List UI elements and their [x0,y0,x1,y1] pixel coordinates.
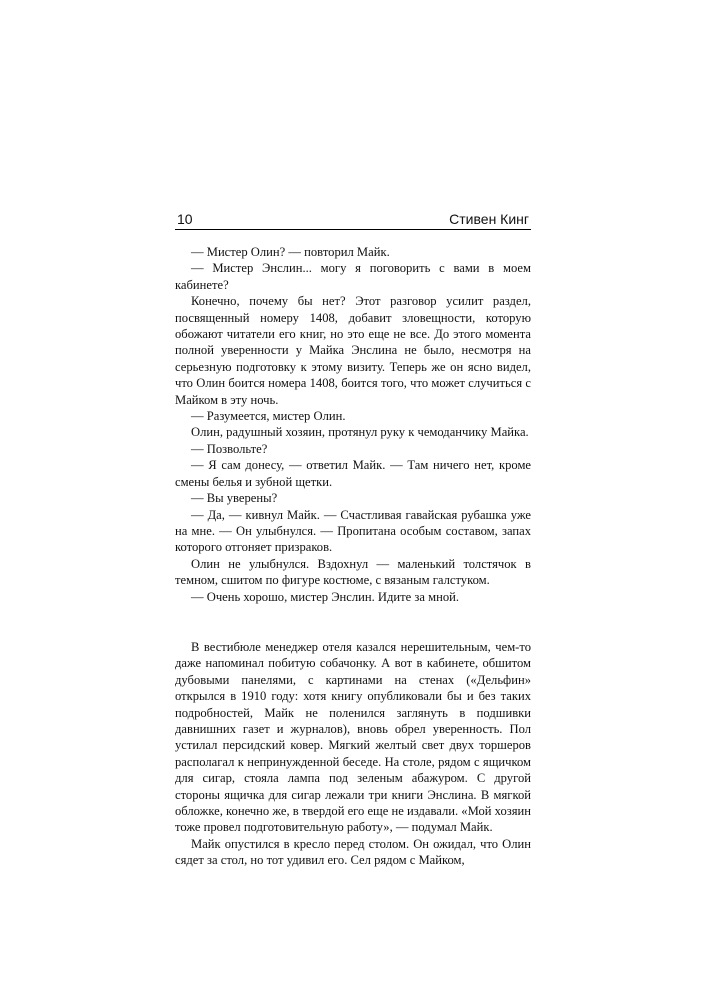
paragraph: Олин, радушный хозяин, протянул руку к чемоданчику Майка. [191,425,529,440]
paragraph: — Разумеется, мистер Олин. [191,409,346,424]
paragraph: В вестибюле менеджер отеля казался нерешительным, чем-то даже напоминал побитую собачонку. А вот в кабинете, обшитом дубовыми панелями, с картинами на стенах («Дельфин» открылся в 1910 году: хотя книгу опубликовали бы и без таких подробностей, Майк не поленился заглянуть в подшивки давнишних газет и журналов), вновь обрел уверенность. Пол устилал персидский ковер. Мягкий желтый свет двух торшеров располагал к непринужденной беседе. На столе, рядом с ящичком для сигар, стояла лампа под зеленым абажуром. С другой стороны ящичка для сигар лежали три книги Энслина. В мягкой обложке, конечно же, в твердой его еще не издавали. «Мой хозяин тоже провел подготовительную работу», — подумал Майк. [175,639,531,835]
running-header [175,207,531,230]
running-header-author: Стивен Кинг [449,211,529,227]
paragraph: Конечно, почему бы нет? Этот разговор усилит раздел, посвященный номеру 1408, добавит зловещности, которую обожают читатели его книг, но это еще не все. До этого момента полной уверенности у Майка Энслина не было, несмотря на серьезную подготовку к этому визиту. Теперь же он ясно видел, что Олин боится номера 1408, боится того, что может случиться с Майком в эту ночь. [175,294,531,407]
paragraph: — Вы уверены? [191,491,278,506]
paragraph: Майк опустился в кресло перед столом. Он ожидал, что Олин сядет за стол, но тот удивил его. Сел рядом с Майком, [175,836,531,868]
paragraph: — Мистер Олин? — повторил Майк. [191,245,390,259]
paragraph: — Мистер Энслин... могу я поговорить с вами в моем кабинете? [175,261,531,292]
section-break [175,605,531,639]
paragraph: — Я сам донесу, — ответил Майк. — Там ничего нет, кроме смены белья и зубной щетки. [175,458,531,489]
book-page [175,207,531,869]
paragraph: — Позвольте? [191,441,268,456]
paragraph: — Да, — кивнул Майк. — Счастливая гавайская рубашка уже на мне. — Он улыбнулся. — Пропитана особым составом, запах которого отгоняет призраков. [175,507,531,555]
page-number: 10 [177,211,193,227]
paragraph: Олин не улыбнулся. Вздохнул — маленький толстячок в темном, сшитом по фигуре костюме, с вязаным галстуком. [175,556,531,588]
paragraph: — Очень хорошо, мистер Энслин. Идите за мной. [191,589,460,604]
body-text [175,244,531,869]
